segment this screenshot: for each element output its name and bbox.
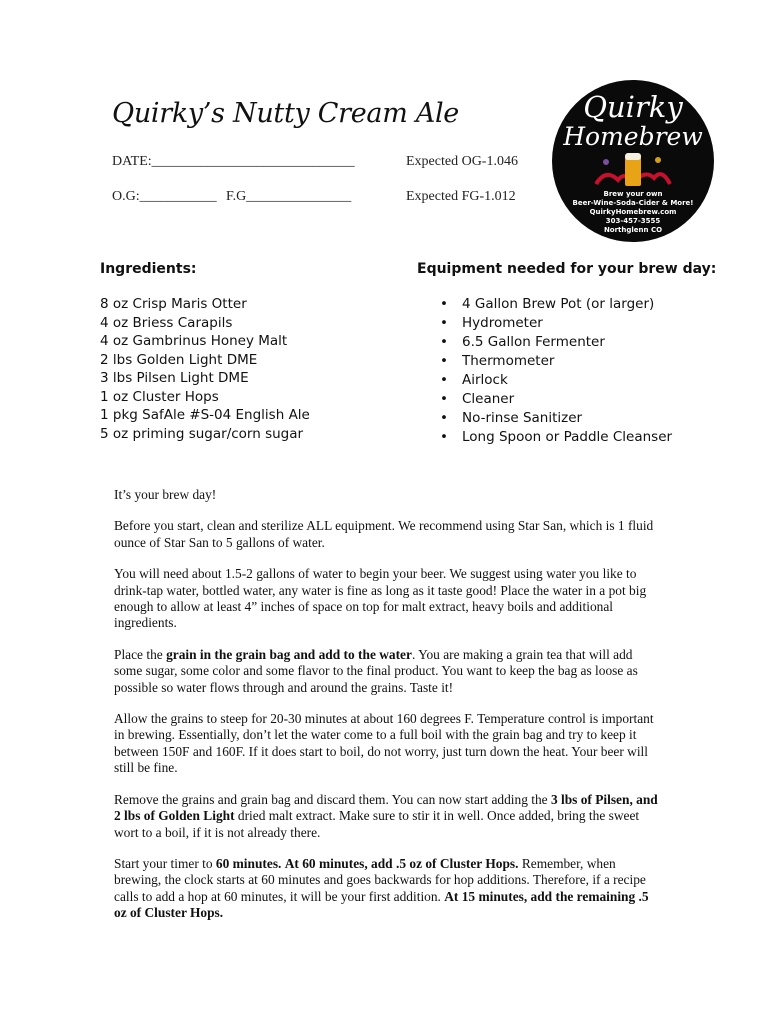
text-run: Remember, when brewing, the clock starts at 60 minutes and goes backwards for hop additions. Therefore, if a recipe calls to add a hop at 60 minutes, it will be your first addition. xyxy=(114,855,646,904)
bold-text: 3 lbs of Pilsen, and 2 lbs of Golden Light xyxy=(114,791,658,824)
bold-text: At 15 minutes, add the remaining .5 oz of Cluster Hops. xyxy=(114,888,649,921)
logo-phone: 303-457-3555 xyxy=(605,217,661,225)
recipe-title: Quirky’s Nutty Cream Ale xyxy=(112,98,459,129)
list-item: 2 lbs Golden Light DME xyxy=(100,351,258,368)
list-item: 4 oz Briess Carapils xyxy=(100,314,233,331)
logo-website: QuirkyHomebrew.com xyxy=(589,208,677,216)
logo-tagline: Brew your own xyxy=(603,190,663,198)
beer-glass-icon xyxy=(592,150,674,190)
logo-line2: Homebrew xyxy=(563,122,703,151)
paragraph-water: You will need about 1.5-2 gallons of water to begin your beer. We suggest using water you like to drink-tap water, bottled water, any water is fine as long as it taste good! Place the water in a pot big enough to allow at least 4” inches of space on top for malt extract, heavy boils and additional ingredients. xyxy=(114,566,647,631)
list-item: • 6.5 Gallon Fermenter xyxy=(440,333,672,352)
list-item: • Airlock xyxy=(440,371,672,390)
expected-og: Expected OG-1.046 xyxy=(406,154,518,169)
og-field: O.G:___________ xyxy=(112,189,217,204)
paragraph-sanitize: Before you start, clean and sterilize ALL equipment. We recommend using Star San, which is 1 fluid ounce of Star San to 5 gallons of water. xyxy=(114,518,654,550)
bold-text: At 60 minutes, add .5 oz of Cluster Hops. xyxy=(284,855,519,871)
logo-sub: Beer-Wine-Soda-Cider & More! xyxy=(572,199,694,207)
equipment-list xyxy=(440,295,672,447)
ingredients-heading: Ingredients: xyxy=(100,261,197,277)
list-item: 3 lbs Pilsen Light DME xyxy=(100,370,249,386)
bold-text: 60 minutes. xyxy=(215,855,282,871)
expected-fg: Expected FG-1.012 xyxy=(406,189,516,204)
list-item: • 4 Gallon Brew Pot (or larger) xyxy=(440,295,672,314)
instructions xyxy=(114,487,659,937)
text-run: . You are making a grain tea that will add some sugar, some color and some flavor to the final product. You want to keep the bag as loose as possible so water flows through and around the grains. Taste it! xyxy=(114,646,638,695)
list-item: • Hydrometer xyxy=(440,314,672,333)
logo-location: Northglenn CO xyxy=(603,226,663,234)
fg-field: F.G_______________ xyxy=(226,189,352,204)
text-run: dried malt extract. Make sure to stir it in well. Once added, bring the sweet wort to a boil, if it is not already there. xyxy=(114,808,640,840)
quirky-homebrew-logo xyxy=(552,80,714,242)
list-item: 8 oz Crisp Maris Otter xyxy=(100,296,247,312)
paragraph-hops xyxy=(114,856,659,922)
paragraph-extract xyxy=(114,792,659,841)
equipment-heading: Equipment needed for your brew day: xyxy=(417,261,717,277)
logo-line1: Quirky xyxy=(583,90,683,124)
paragraph-steep: Allow the grains to steep for 20-30 minutes at about 160 degrees F. Temperature control is important in brewing. Essentially, don’t let the water come to a full boil with the grain bag and try to keep it between 150F and 160F. If it does start to boil, do not worry, just turn down the heat. Your beer will still be fine. xyxy=(114,711,654,776)
text-run: Start your timer to xyxy=(114,855,216,871)
list-item: 1 oz Cluster Hops xyxy=(100,388,219,405)
list-item: 4 oz Gambrinus Honey Malt xyxy=(100,333,288,349)
date-field: DATE:_____________________________ xyxy=(112,154,355,169)
paragraph-grain xyxy=(114,647,659,696)
list-item: • Thermometer xyxy=(440,352,672,371)
ingredients-list xyxy=(100,295,310,443)
list-item: 5 oz priming sugar/corn sugar xyxy=(100,425,304,442)
list-item: • Cleaner xyxy=(440,390,672,409)
intro-paragraph: It’s your brew day! xyxy=(114,487,217,502)
list-item: 1 pkg SafAle #S-04 English Ale xyxy=(100,407,310,423)
text-run: Remove the grains and grain bag and discard them. You can now start adding the xyxy=(114,791,551,807)
bold-text: grain in the grain bag and add to the water xyxy=(166,646,412,662)
list-item: • Long Spoon or Paddle Cleanser xyxy=(440,428,672,447)
text-run: Place the xyxy=(114,646,167,662)
list-item: • No-rinse Sanitizer xyxy=(440,409,672,428)
